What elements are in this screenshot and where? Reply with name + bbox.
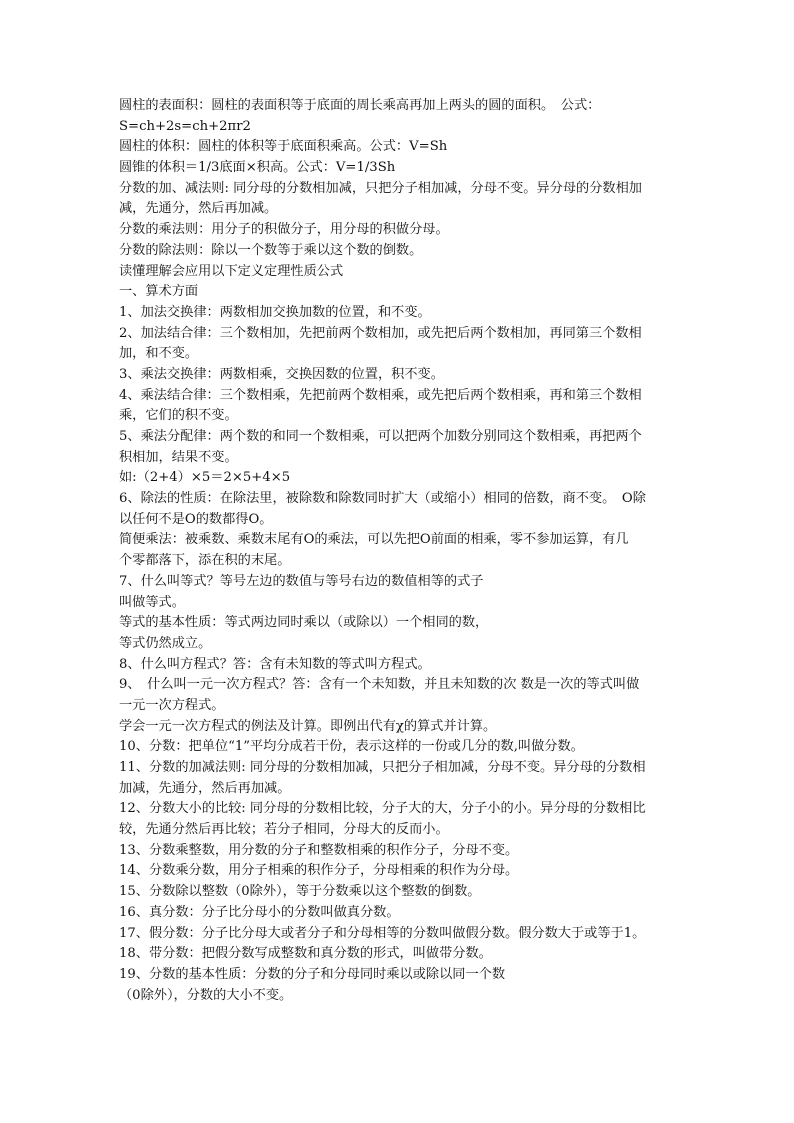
text-line: 圆锥的体积＝1/3底面×积高。公式：V=1/3Sh [119,160,396,176]
text-line: 简便乘法：被乘数、乘数末尾有O的乘法，可以先把O前面的相乘，零不参加运算，有几 [119,532,629,548]
text-line: 叫做等式。 [119,594,185,610]
text-line: 以任何不是O的数都得O。 [119,511,273,527]
text-line: 积相加，结果不变。 [119,449,238,465]
text-line: 一、算术方面 [119,284,199,300]
text-line: 一元一次方程式。 [119,697,225,713]
text-line: 1、加法交换律：两数相加交换加数的位置，和不变。 [119,304,431,320]
text-line: 等式的基本性质：等式两边同时乘以（或除以）一个相同的数， [119,615,489,631]
text-line: 读懂理解会应用以下定义定理性质公式 [119,263,344,279]
text-line: 8、什么叫方程式？答：含有未知数的等式叫方程式。 [119,656,431,672]
text-line: 学会一元一次方程式的例法及计算。即例出代有χ的算式并计算。 [119,718,497,734]
text-line: 3、乘法交换律：两数相乘，交换因数的位置，积不变。 [119,366,444,382]
text-line: 18、带分数：把假分数写成整数和真分数的形式，叫做带分数。 [119,946,492,962]
text-line: 15、分数除以整数（0除外），等于分数乘以这个整数的倒数。 [119,884,481,900]
text-line: 7、什么叫等式？等号左边的数值与等号右边的数值相等的式子 [119,573,484,589]
text-line: 分数的加、减法则: 同分母的分数相加减，只把分子相加减，分母不变。异分母的分数相加 [119,180,642,196]
text-line: 16、真分数：分子比分母小的分数叫做真分数。 [119,904,400,920]
text-line: S=ch+2s=ch+2πr2 [119,118,251,134]
text-line: 9、 什么叫一元一次方程式？答：含有一个未知数，并且未知数的次 数是一次的等式叫做 [119,677,640,693]
text-line: 12、分数大小的比较: 同分母的分数相比较，分子大的大，分子小的小。异分母的分数相比 [119,801,646,817]
text-line: 19、分数的基本性质：分数的分子和分母同时乘以或除以同一个数 [119,966,506,982]
text-line: 5、乘法分配律：两个数的和同一个数相乘，可以把两个加数分别同这个数相乘，再把两个 [119,429,642,444]
text-line: 等式仍然成立。 [119,635,212,651]
text-line: 个零都落下，添在积的末尾。 [119,553,291,569]
text-line: 10、分数：把单位“1”平均分成若干份，表示这样的一份或几分的数,叫做分数。 [119,739,584,755]
text-line: 2、加法结合律：三个数相加，先把前两个数相加，或先把后两个数相加，再同第三个数相 [119,325,642,341]
text-line: 分数的乘法则：用分子的积做分子，用分母的积做分母。 [119,222,449,238]
text-line: （0除外），分数的大小不变。 [119,987,293,1003]
text-line: 如:（2+4）×5＝2×5+4×5 [119,470,291,486]
text-line: 减，先通分，然后再加减。 [119,201,278,217]
text-line: 加，和不变。 [119,346,199,362]
text-line: 圆柱的表面积：圆柱的表面积等于底面的周长乘高再加上两头的圆的面积。 公式： [119,98,601,113]
text-line: 13、分数乘整数，用分数的分子和整数相乘的积作分子，分母不变。 [119,842,519,858]
text-line: 6、除法的性质：在除法里，被除数和除数同时扩大（或缩小）相同的倍数，商不变。 O除 [119,491,646,507]
text-line: 14、分数乘分数，用分子相乘的积作分子，分母相乘的积作为分母。 [119,863,519,879]
text-line: 分数的除法则：除以一个数等于乘以这个数的倒数。 [119,242,423,258]
text-line: 乘，它们的积不变。 [119,408,238,424]
document-body [119,96,679,1006]
text-line: 圆柱的体积：圆柱的体积等于底面积乘高。公式：V=Sh [119,139,448,155]
text-line: 17、假分数：分子比分母大或者分子和分母相等的分数叫做假分数。假分数大于或等于1。 [119,925,646,941]
text-line: 加减，先通分，然后再加减。 [119,780,291,796]
text-line: 较，先通分然后再比较；若分子相同，分母大的反而小。 [119,822,449,838]
text-line: 4、乘法结合律：三个数相乘，先把前两个数相乘，或先把后两个数相乘，再和第三个数相 [119,387,642,403]
text-line: 11、分数的加减法则: 同分母的分数相加减，只把分子相加减，分母不变。异分母的分数相 [119,760,646,775]
